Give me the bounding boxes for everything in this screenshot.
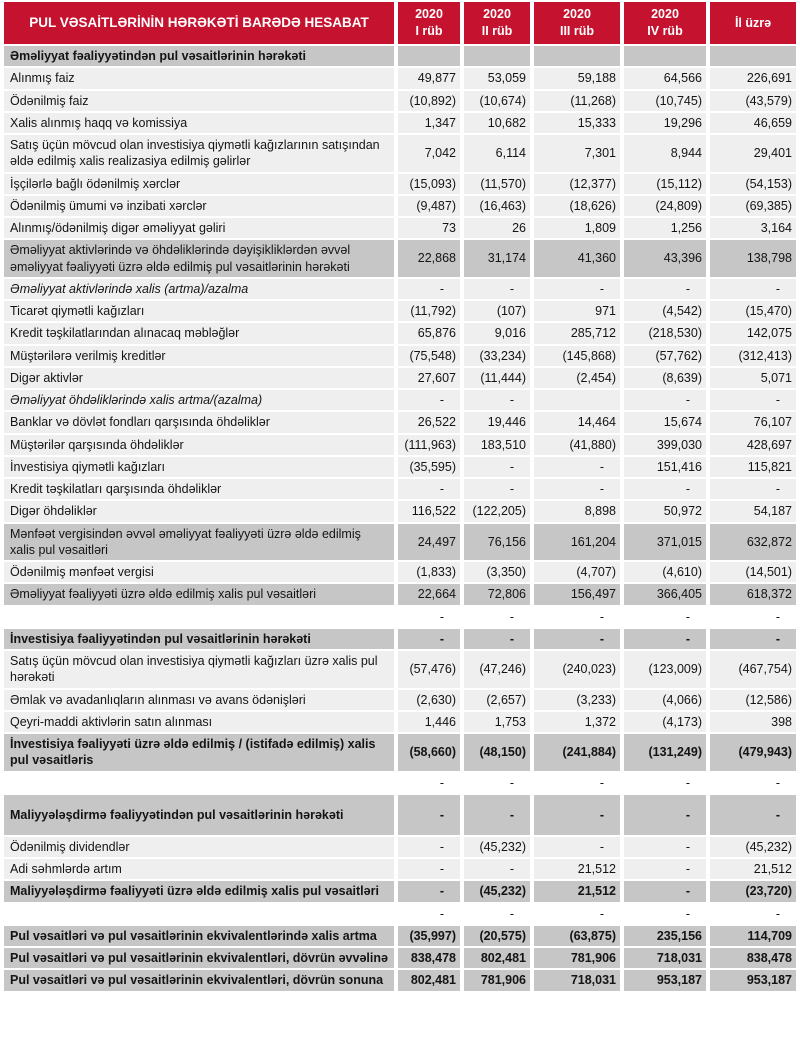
table-header (4, 2, 796, 44)
cell-value: (54,153) (710, 174, 796, 194)
row-label: Kredit təşkilatlarından alınacaq məbləğlər (4, 323, 394, 343)
cell-value: - (710, 390, 796, 410)
cell-value: (3,350) (464, 562, 530, 582)
cell-value: - (624, 629, 706, 649)
cell-value: - (534, 837, 620, 857)
table-row (4, 651, 796, 688)
row-label: Əməliyyat öhdəliklərində xalis artma/(azalma) (4, 390, 394, 410)
report-title: PUL VƏSAİTLƏRİNİN HƏRƏKƏTİ BARƏDƏ HESABAT (4, 2, 394, 44)
cell-value: 226,691 (710, 68, 796, 88)
cell-value: 64,566 (624, 68, 706, 88)
cell-value: (11,268) (534, 91, 620, 111)
cell-value (464, 46, 530, 66)
column-header-4 (624, 2, 706, 44)
column-header-line1: 2020 (483, 7, 511, 22)
table-row (4, 501, 796, 521)
cell-value: 10,682 (464, 113, 530, 133)
cell-value: 54,187 (710, 501, 796, 521)
cell-value: (131,249) (624, 734, 706, 771)
row-label: Əməliyyat fəaliyyəti üzrə əldə edilmiş xalis pul vəsaitləri (4, 584, 394, 604)
cell-value: - (398, 629, 460, 649)
cell-value: 718,031 (624, 948, 706, 968)
cell-value: 366,405 (624, 584, 706, 604)
cell-value: - (398, 904, 460, 924)
row-label: Əmlak və avadanlıqların alınması və avans ödənişləri (4, 690, 394, 710)
cell-value: 151,416 (624, 457, 706, 477)
table-row (4, 301, 796, 321)
row-label: Alınmış/ödənilmiş digər əməliyyat gəliri (4, 218, 394, 238)
cell-value: 72,806 (464, 584, 530, 604)
column-header-line1: 2020 (563, 7, 591, 22)
cell-value: - (534, 904, 620, 924)
table-row (4, 368, 796, 388)
row-label: Xalis alınmış haqq və komissiya (4, 113, 394, 133)
cell-value: (312,413) (710, 346, 796, 366)
cell-value: 1,809 (534, 218, 620, 238)
cell-value: (4,542) (624, 301, 706, 321)
cell-value: 6,114 (464, 135, 530, 172)
row-label: Kredit təşkilatları qarşısında öhdəliklər (4, 479, 394, 499)
cell-value: 781,906 (534, 948, 620, 968)
cell-value: - (398, 607, 460, 627)
cell-value: 838,478 (398, 948, 460, 968)
row-label: Ödənilmiş ümumi və inzibati xərclər (4, 196, 394, 216)
table-row (4, 607, 796, 627)
cell-value: 3,164 (710, 218, 796, 238)
cell-value: (43,579) (710, 91, 796, 111)
cell-value: - (710, 607, 796, 627)
cell-value: 50,972 (624, 501, 706, 521)
cell-value: - (710, 629, 796, 649)
cell-value: - (624, 279, 706, 299)
cell-value: (16,463) (464, 196, 530, 216)
cell-value: - (624, 904, 706, 924)
cell-value: 802,481 (464, 948, 530, 968)
cell-value: 235,156 (624, 926, 706, 946)
cell-value: (57,762) (624, 346, 706, 366)
cell-value: - (534, 629, 620, 649)
table-row (4, 390, 796, 410)
cell-value: 183,510 (464, 435, 530, 455)
cell-value: - (398, 773, 460, 793)
table-row (4, 46, 796, 66)
cell-value: (69,385) (710, 196, 796, 216)
cell-value: (467,754) (710, 651, 796, 688)
table-row (4, 135, 796, 172)
cell-value (534, 390, 620, 410)
cell-value: 398 (710, 712, 796, 732)
cell-value: - (398, 837, 460, 857)
table-row (4, 562, 796, 582)
column-header-line2: III rüb (559, 24, 595, 38)
cell-value: - (624, 479, 706, 499)
cell-value: 26,522 (398, 412, 460, 432)
cell-value: 31,174 (464, 240, 530, 277)
cell-value: 15,333 (534, 113, 620, 133)
cell-value: 7,042 (398, 135, 460, 172)
cell-value: (58,660) (398, 734, 460, 771)
cell-value: 41,360 (534, 240, 620, 277)
row-label: Mənfəət vergisindən əvvəl əməliyyat fəaliyyəti üzrə əldə edilmiş xalis pul vəsaitləri (4, 524, 394, 561)
table-row (4, 584, 796, 604)
cell-value: (63,875) (534, 926, 620, 946)
cell-value: - (398, 795, 460, 835)
cell-value: - (398, 859, 460, 879)
cell-value: - (398, 479, 460, 499)
cell-value: (2,630) (398, 690, 460, 710)
cell-value: (111,963) (398, 435, 460, 455)
row-label (4, 773, 394, 793)
column-header-line1: 2020 (415, 7, 443, 22)
column-header-line1: İl üzrə (734, 15, 772, 30)
cell-value: 5,071 (710, 368, 796, 388)
row-label: Banklar və dövlət fondları qarşısında öhdəliklər (4, 412, 394, 432)
cell-value: - (624, 859, 706, 879)
cell-value: - (710, 904, 796, 924)
cell-value: - (464, 390, 530, 410)
cell-value: 1,753 (464, 712, 530, 732)
column-header-1 (398, 2, 460, 44)
cell-value: (75,548) (398, 346, 460, 366)
cell-value: (48,150) (464, 734, 530, 771)
row-label: Qeyri-maddi aktivlərin satın alınması (4, 712, 394, 732)
cell-value: (4,066) (624, 690, 706, 710)
cell-value: 21,512 (534, 859, 620, 879)
cell-value: - (710, 773, 796, 793)
cell-value: (41,880) (534, 435, 620, 455)
cell-value: 142,075 (710, 323, 796, 343)
cell-value: (15,093) (398, 174, 460, 194)
cell-value: 26 (464, 218, 530, 238)
cell-value: - (398, 881, 460, 901)
row-label: Maliyyələşdirmə fəaliyyəti üzrə əldə edilmiş xalis pul vəsaitləri (4, 881, 394, 901)
table-row (4, 859, 796, 879)
cell-value: - (710, 279, 796, 299)
row-label: Əməliyyat aktivlərində xalis (artma)/azalma (4, 279, 394, 299)
cell-value: (11,570) (464, 174, 530, 194)
row-label: Digər aktivlər (4, 368, 394, 388)
cell-value: 781,906 (464, 970, 530, 990)
cell-value: - (534, 279, 620, 299)
row-label: Alınmış faiz (4, 68, 394, 88)
table-row (4, 346, 796, 366)
cell-value: - (464, 795, 530, 835)
cell-value: - (624, 607, 706, 627)
cell-value: 24,497 (398, 524, 460, 561)
table-row (4, 524, 796, 561)
cell-value: 49,877 (398, 68, 460, 88)
column-header-line2: IV rüb (647, 24, 683, 38)
cell-value: 22,868 (398, 240, 460, 277)
cell-value: (45,232) (464, 881, 530, 901)
cell-value: (4,707) (534, 562, 620, 582)
table-row (4, 196, 796, 216)
row-label: Müştərilərə verilmiş kreditlər (4, 346, 394, 366)
header-row (4, 2, 796, 44)
cell-value: - (624, 773, 706, 793)
cell-value: (241,884) (534, 734, 620, 771)
cell-value: 29,401 (710, 135, 796, 172)
cell-value: - (464, 479, 530, 499)
cell-value: 838,478 (710, 948, 796, 968)
cell-value: - (464, 773, 530, 793)
cell-value: (15,470) (710, 301, 796, 321)
cell-value: - (534, 795, 620, 835)
cell-value: 65,876 (398, 323, 460, 343)
row-label: Adi səhmlərdə artım (4, 859, 394, 879)
cell-value: - (464, 279, 530, 299)
cell-value: 21,512 (710, 859, 796, 879)
cell-value: (10,892) (398, 91, 460, 111)
cell-value: (2,657) (464, 690, 530, 710)
cell-value: 19,296 (624, 113, 706, 133)
cell-value: 59,188 (534, 68, 620, 88)
cell-value: - (398, 279, 460, 299)
cell-value: 115,821 (710, 457, 796, 477)
cell-value (710, 46, 796, 66)
cell-value: 161,204 (534, 524, 620, 561)
column-header-2 (464, 2, 530, 44)
cell-value: - (464, 904, 530, 924)
cell-value: (18,626) (534, 196, 620, 216)
cell-value: (10,674) (464, 91, 530, 111)
table-row (4, 904, 796, 924)
cell-value: 76,156 (464, 524, 530, 561)
row-label: Satış üçün mövcud olan investisiya qiymətli kağızları üzrə xalis pul hərəkəti (4, 651, 394, 688)
cell-value (534, 46, 620, 66)
cell-value: (10,745) (624, 91, 706, 111)
column-header-line2: II rüb (481, 24, 513, 38)
row-label: Ödənilmiş faiz (4, 91, 394, 111)
row-label: Müştərilər qarşısında öhdəliklər (4, 435, 394, 455)
cell-value: (11,792) (398, 301, 460, 321)
cell-value: 1,256 (624, 218, 706, 238)
cell-value: (4,173) (624, 712, 706, 732)
cell-value: (9,487) (398, 196, 460, 216)
table-row (4, 690, 796, 710)
table-row (4, 948, 796, 968)
table-body (4, 46, 796, 991)
cell-value: 371,015 (624, 524, 706, 561)
column-header-line2: I rüb (415, 24, 443, 38)
cell-value: 22,664 (398, 584, 460, 604)
cell-value: 7,301 (534, 135, 620, 172)
table-row (4, 881, 796, 901)
cell-value (398, 46, 460, 66)
cell-value: (240,023) (534, 651, 620, 688)
table-row (4, 218, 796, 238)
table-row (4, 279, 796, 299)
cell-value: (45,232) (710, 837, 796, 857)
column-header-3 (534, 2, 620, 44)
cell-value: - (624, 881, 706, 901)
cell-value (624, 46, 706, 66)
cell-value: 618,372 (710, 584, 796, 604)
cell-value: - (398, 390, 460, 410)
cell-value: - (464, 607, 530, 627)
row-label: Satış üçün mövcud olan investisiya qiymətli kağızlarının satışından əldə edilmiş xalis realizasiya edilmiş gəlirlər (4, 135, 394, 172)
cell-value: 399,030 (624, 435, 706, 455)
table-row (4, 174, 796, 194)
column-header-5 (710, 2, 796, 44)
cell-value: - (710, 479, 796, 499)
cell-value: (479,943) (710, 734, 796, 771)
row-label: Maliyyələşdirmə fəaliyyətindən pul vəsaitlərinin hərəkəti (4, 795, 394, 835)
cell-value: - (534, 479, 620, 499)
row-label: Pul vəsaitləri və pul vəsaitlərinin ekvivalentlərində xalis artma (4, 926, 394, 946)
row-label: Pul vəsaitləri və pul vəsaitlərinin ekvivalentləri, dövrün əvvəlinə (4, 948, 394, 968)
table-row (4, 712, 796, 732)
cell-value: (33,234) (464, 346, 530, 366)
table-row (4, 68, 796, 88)
row-label (4, 904, 394, 924)
cell-value: (12,377) (534, 174, 620, 194)
table-row (4, 479, 796, 499)
cell-value: 46,659 (710, 113, 796, 133)
cell-value: (123,009) (624, 651, 706, 688)
cell-value: 15,674 (624, 412, 706, 432)
cell-value: 53,059 (464, 68, 530, 88)
cell-value: 9,016 (464, 323, 530, 343)
cell-value: (47,246) (464, 651, 530, 688)
row-label: İnvestisiya fəaliyyətindən pul vəsaitlərinin hərəkəti (4, 629, 394, 649)
cell-value: 718,031 (534, 970, 620, 990)
cell-value: - (534, 457, 620, 477)
table-row (4, 837, 796, 857)
cell-value: 285,712 (534, 323, 620, 343)
cell-value: - (710, 795, 796, 835)
cell-value: 971 (534, 301, 620, 321)
cell-value: - (534, 607, 620, 627)
cell-value: 19,446 (464, 412, 530, 432)
row-label: Ödənilmiş mənfəət vergisi (4, 562, 394, 582)
cell-value: 953,187 (710, 970, 796, 990)
row-label: Əməliyyat aktivlərində və öhdəliklərində dəyişikliklərdən əvvəl əməliyyat fəaliyyəti üzrə əldə edilmiş pul vəsaitlərinin hərəkəti (4, 240, 394, 277)
cell-value: 21,512 (534, 881, 620, 901)
table-row (4, 773, 796, 793)
table-row (4, 113, 796, 133)
cell-value: 43,396 (624, 240, 706, 277)
cell-value: (218,530) (624, 323, 706, 343)
row-label: Ticarət qiymətli kağızları (4, 301, 394, 321)
row-label: Pul vəsaitləri və pul vəsaitlərinin ekvivalentləri, dövrün sonuna (4, 970, 394, 990)
cell-value: 27,607 (398, 368, 460, 388)
cell-value: 428,697 (710, 435, 796, 455)
cell-value: (12,586) (710, 690, 796, 710)
table-row (4, 970, 796, 990)
cell-value: 138,798 (710, 240, 796, 277)
cell-value: - (464, 859, 530, 879)
cell-value: 802,481 (398, 970, 460, 990)
cell-value: 116,522 (398, 501, 460, 521)
cell-value: (122,205) (464, 501, 530, 521)
cell-value: 114,709 (710, 926, 796, 946)
cell-value: 632,872 (710, 524, 796, 561)
cell-value: 76,107 (710, 412, 796, 432)
cell-value: (1,833) (398, 562, 460, 582)
cell-value: 8,944 (624, 135, 706, 172)
row-label: İnvestisiya fəaliyyəti üzrə əldə edilmiş / (istifadə edilmiş) xalis pul vəsaitləris (4, 734, 394, 771)
cell-value: 1,446 (398, 712, 460, 732)
cell-value: (45,232) (464, 837, 530, 857)
cell-value: - (534, 773, 620, 793)
cell-value: (23,720) (710, 881, 796, 901)
cell-value: (14,501) (710, 562, 796, 582)
row-label: İnvestisiya qiymətli kağızları (4, 457, 394, 477)
cell-value: (4,610) (624, 562, 706, 582)
cell-value: 1,347 (398, 113, 460, 133)
table-row (4, 734, 796, 771)
cell-value: 14,464 (534, 412, 620, 432)
cell-value: 156,497 (534, 584, 620, 604)
cell-value: - (624, 390, 706, 410)
table-row (4, 795, 796, 835)
cell-value: (20,575) (464, 926, 530, 946)
cell-value: (2,454) (534, 368, 620, 388)
row-label: Digər öhdəliklər (4, 501, 394, 521)
table-row (4, 240, 796, 277)
cell-value: (15,112) (624, 174, 706, 194)
cell-value: (35,595) (398, 457, 460, 477)
row-label: Əməliyyat fəaliyyətindən pul vəsaitlərinin hərəkəti (4, 46, 394, 66)
table-row (4, 629, 796, 649)
cell-value: - (464, 457, 530, 477)
cell-value: (107) (464, 301, 530, 321)
cell-value: (35,997) (398, 926, 460, 946)
table-row (4, 412, 796, 432)
cell-value: - (464, 629, 530, 649)
cell-value: (24,809) (624, 196, 706, 216)
cell-value: (11,444) (464, 368, 530, 388)
table-row (4, 457, 796, 477)
cell-value: (57,476) (398, 651, 460, 688)
cell-value: (8,639) (624, 368, 706, 388)
cell-value: 73 (398, 218, 460, 238)
cell-value: - (624, 837, 706, 857)
cell-value: - (624, 795, 706, 835)
table-row (4, 926, 796, 946)
row-label: İşçilərlə bağlı ödənilmiş xərclər (4, 174, 394, 194)
cell-value: 953,187 (624, 970, 706, 990)
cell-value: (145,868) (534, 346, 620, 366)
row-label: Ödənilmiş dividendlər (4, 837, 394, 857)
cell-value: 8,898 (534, 501, 620, 521)
row-label (4, 607, 394, 627)
table-row (4, 91, 796, 111)
cell-value: (3,233) (534, 690, 620, 710)
table-row (4, 435, 796, 455)
cell-value: 1,372 (534, 712, 620, 732)
column-header-line1: 2020 (651, 7, 679, 22)
table-row (4, 323, 796, 343)
